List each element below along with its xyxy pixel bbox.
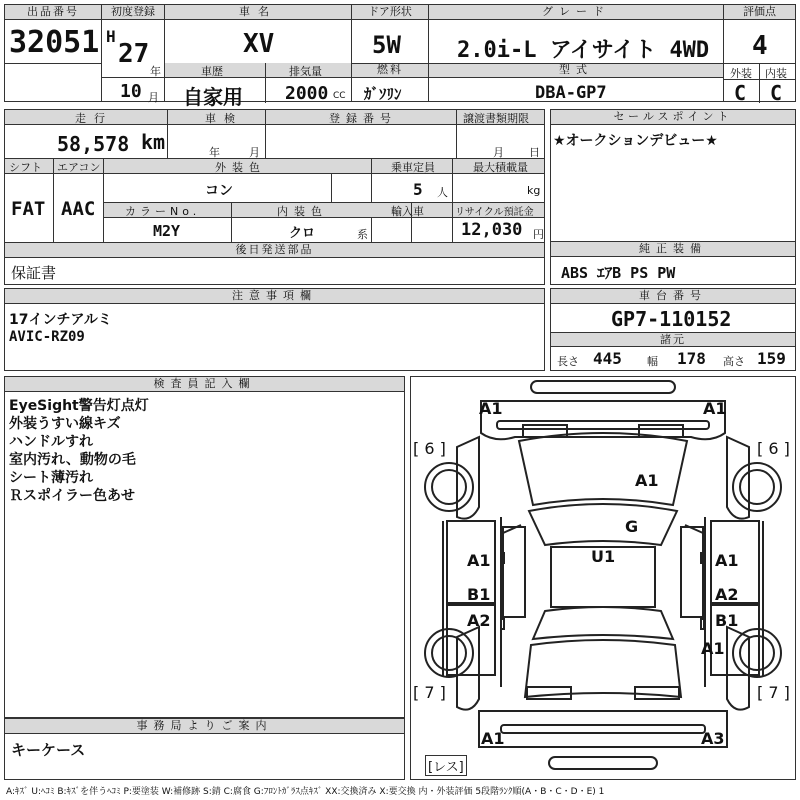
mark-right-rear-b: B1	[715, 611, 739, 630]
parts-label: 後日発送部品	[5, 243, 544, 258]
recycle-label: リサイクル預託金	[455, 207, 534, 218]
car-name: XV	[243, 29, 275, 59]
colorno-label: カラーNo.	[125, 205, 201, 218]
mark-left-front-door: A1	[467, 551, 491, 570]
door-label: ドア形状	[352, 5, 428, 20]
insp-month-unit: 月	[249, 146, 260, 159]
transfer-day-unit: 日	[529, 146, 540, 159]
mark-left-rear-a: A2	[467, 611, 491, 630]
shift-label: シフト	[9, 161, 42, 174]
mark-front-left: A1	[479, 399, 503, 418]
notes-line1: 17インチアルミ	[9, 312, 112, 328]
lot-number: 32051	[9, 25, 100, 60]
intcolor-label: 内装色	[277, 205, 328, 218]
mileage-unit: km	[141, 130, 166, 154]
grade: 2.0i-L アイサイト 4WD	[457, 38, 710, 63]
car-outline	[411, 377, 795, 779]
sales-point-box	[550, 109, 796, 242]
office-text: キーケース	[11, 741, 86, 759]
inspector-line: 外装うすい線キズ	[9, 416, 121, 432]
import-label: 輸入車	[391, 205, 424, 218]
inspector-line: EyeSight警告灯点灯	[9, 398, 149, 414]
hei-label: 高さ	[723, 355, 745, 368]
load-unit: kg	[527, 184, 541, 197]
inspector-line: シート薄汚れ	[9, 470, 93, 486]
exterior-grade: C	[734, 81, 747, 105]
lot-label: 出品番号	[5, 5, 101, 20]
door: 5W	[372, 31, 401, 59]
mark-front-right: A1	[703, 399, 727, 418]
equipment-box	[550, 241, 796, 285]
tire-rl-rank: [ 7 ]	[413, 683, 446, 702]
len-label: 長さ	[557, 355, 579, 368]
history: 自家用	[183, 85, 243, 109]
inspection-label: 車検	[205, 112, 243, 125]
model: DBA-GP7	[535, 83, 607, 103]
interior-label: 内装	[765, 67, 787, 80]
mark-right-rear-fender: A1	[701, 639, 725, 658]
ac: AAC	[61, 198, 96, 220]
displacement-label: 排気量	[289, 65, 322, 78]
office-box	[4, 718, 405, 780]
inspector-line: 室内汚れ、動物の毛	[9, 452, 136, 468]
mileage: 58,578	[57, 132, 130, 156]
notes-label: 注意事項欄	[5, 289, 544, 304]
year-unit: 年	[150, 65, 161, 78]
insp-year-unit: 年	[209, 146, 220, 159]
shift: FAT	[11, 198, 46, 220]
score-label: 評価点	[724, 5, 795, 20]
displacement: 2000	[285, 83, 329, 104]
transfer-label: 譲渡書類期限	[463, 112, 529, 125]
ac-label: エアコン	[57, 161, 101, 174]
era: H	[106, 27, 116, 46]
tire-fl-rank: [ 6 ]	[413, 439, 446, 458]
capacity-unit: 人	[437, 186, 448, 199]
len: 445	[593, 349, 622, 368]
chassis-number: GP7-110152	[611, 307, 732, 331]
sales-point-label: セールスポイント	[551, 110, 795, 125]
score-box	[723, 4, 796, 105]
first-reg-box	[101, 4, 165, 102]
load-label: 最大積載量	[473, 161, 528, 174]
exterior-label: 外装	[730, 67, 752, 80]
inspector-label: 検査員記入欄	[5, 377, 404, 392]
parts-text: 保証書	[11, 264, 57, 282]
mark-rear-right: A3	[701, 729, 725, 748]
sales-point-text: ★オークションデビュー★	[553, 133, 718, 149]
legend-footer: A:ｷｽﾞ U:ﾍｺﾐ B:ｷｽﾞを伴うﾍｺﾐ P:要塗装 W:補修跡 S:錆 C:腐食 G:ﾌﾛﾝﾄｶﾞﾗｽ点ｷｽﾞ XX:交換済み X:要交換 内・外装評価 5段階ﾗﾝｸ順(A・B・C・D・E) 1	[6, 787, 605, 797]
dims-label: 諸元	[551, 332, 795, 347]
recycle-unit: 円	[533, 228, 544, 241]
chassis-label: 車台番号	[551, 289, 795, 304]
capacity-label: 乗車定員	[391, 161, 435, 174]
mark-rear-left: A1	[481, 729, 505, 748]
lot-box	[4, 4, 102, 102]
chassis-box	[550, 288, 796, 371]
mark-right-rear-a: A2	[715, 585, 739, 604]
grade-box	[428, 4, 724, 102]
first-reg-label: 初度登録	[102, 5, 164, 20]
equipment-label: 純正装備	[551, 242, 795, 257]
history-label: 車歴	[201, 65, 223, 78]
recycle: 12,030	[461, 220, 523, 240]
tire-fr-rank: [ 6 ]	[757, 439, 790, 458]
door-box	[351, 4, 429, 102]
vehicle-info-box	[4, 109, 545, 285]
mark-hood: A1	[635, 471, 659, 490]
office-label: 事務局よりご案内	[5, 719, 404, 734]
mark-left-rear-b: B1	[467, 585, 491, 604]
grade-label: グレード	[429, 5, 723, 20]
car-name-label: 車名	[165, 5, 351, 20]
color: コン	[205, 183, 233, 199]
inspector-line: Ｒスポイラー色あせ	[9, 488, 135, 504]
mileage-label: 走行	[75, 112, 113, 125]
inspector-box	[4, 376, 405, 718]
fuel-label: 燃料	[352, 63, 428, 78]
reg-year: 27	[118, 39, 150, 69]
mark-glass: G	[625, 517, 639, 536]
notes-box	[4, 288, 545, 371]
score: 4	[752, 31, 768, 61]
intcolor: クロ	[289, 226, 316, 241]
wid-label: 幅	[647, 355, 658, 368]
color-label: 外装色	[215, 161, 266, 174]
capacity: 5	[413, 180, 423, 199]
model-label: 型式	[429, 63, 723, 78]
regno-label: 登録番号	[329, 112, 397, 125]
colorno: M2Y	[153, 222, 181, 240]
inspector-line: ハンドルすれ	[9, 434, 93, 450]
wid: 178	[677, 349, 706, 368]
hei: 159	[757, 349, 786, 368]
fuel: ｶﾞｿﾘﾝ	[364, 85, 402, 103]
reg-month: 10	[120, 81, 142, 102]
transfer-month-unit: 月	[493, 146, 504, 159]
spare-tire-note: [レス]	[425, 755, 467, 776]
equipment-text: ABS ｴｱB PS PW	[561, 264, 676, 282]
displacement-unit: CC	[333, 91, 346, 101]
month-unit: 月	[148, 91, 159, 104]
car-diagram	[410, 376, 796, 780]
intcolor-unit: 系	[357, 228, 368, 241]
car-name-box	[164, 4, 352, 109]
notes-line2: AVIC-RZ09	[9, 329, 85, 345]
interior-grade: C	[770, 81, 783, 105]
mark-right-front-door: A1	[715, 551, 739, 570]
tire-rr-rank: [ 7 ]	[757, 683, 790, 702]
mark-roof: U1	[591, 547, 616, 566]
